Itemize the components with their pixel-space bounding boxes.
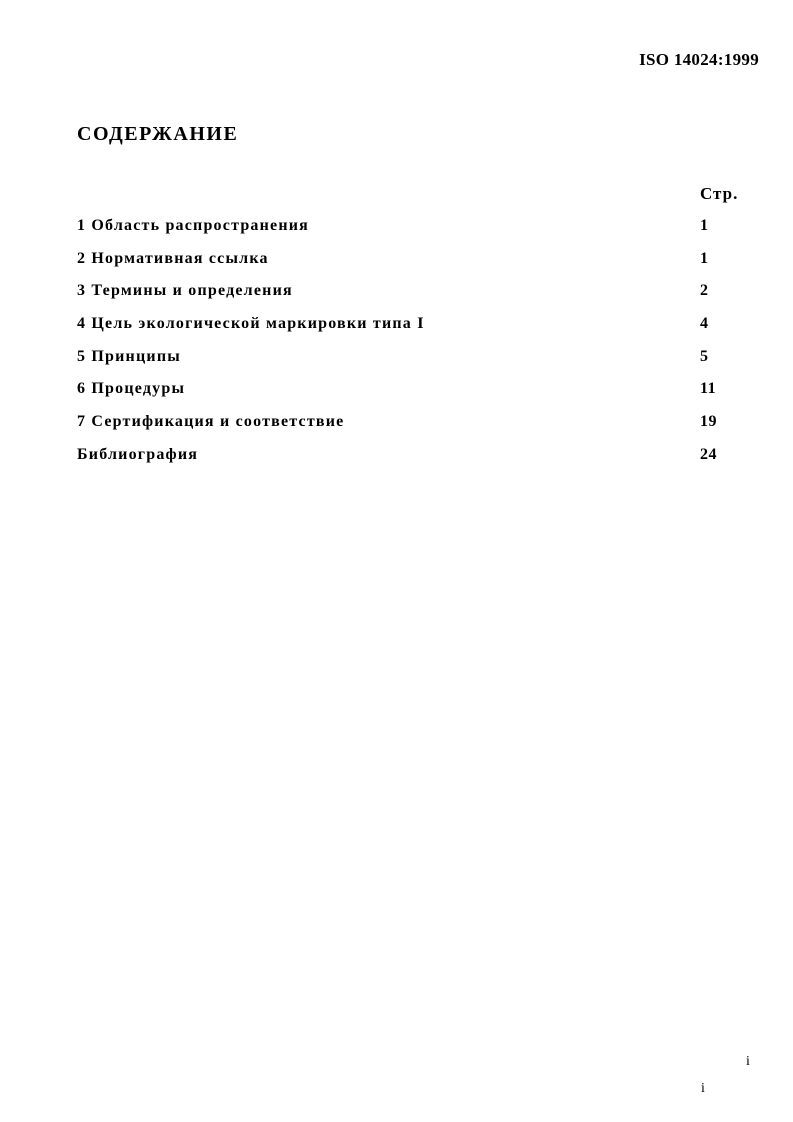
toc-entry-page: 5 [700, 347, 709, 365]
toc-entry-title: 7 Сертификация и соответствие [77, 413, 345, 431]
toc-entry-page: 1 [700, 249, 709, 267]
toc-entry-page: 11 [700, 380, 717, 398]
toc-entry[interactable] [77, 282, 757, 315]
table-of-contents [77, 184, 757, 479]
page-folio-upper: i [746, 1054, 750, 1069]
toc-title: СОДЕРЖАНИЕ [77, 123, 239, 145]
toc-header [77, 184, 757, 217]
toc-entry[interactable] [77, 250, 757, 283]
toc-entry[interactable] [77, 380, 757, 413]
toc-entry[interactable] [77, 446, 757, 479]
toc-entry-page: 2 [700, 282, 709, 300]
toc-entry-title: 5 Принципы [77, 347, 181, 365]
toc-entry-title: 3 Термины и определения [77, 282, 293, 300]
toc-entry-page: 1 [700, 217, 709, 234]
toc-entry[interactable] [77, 217, 757, 250]
toc-entry-title: Библиография [77, 445, 199, 463]
toc-list [77, 217, 757, 479]
toc-entry-page: 24 [700, 445, 717, 463]
page-folio-lower: i [701, 1081, 705, 1096]
toc-entry[interactable] [77, 348, 757, 381]
toc-entry[interactable] [77, 315, 757, 348]
toc-entry-title: 4 Цель экологической маркировки типа I [77, 315, 425, 333]
toc-entry[interactable] [77, 413, 757, 446]
toc-entry-title: 6 Процедуры [77, 380, 186, 398]
toc-entry-page: 4 [700, 315, 709, 333]
toc-entry-page: 19 [700, 413, 717, 431]
page-column-label: Стр. [700, 184, 739, 203]
toc-entry-title: 2 Нормативная ссылка [77, 249, 269, 267]
document-id: ISO 14024:1999 [639, 50, 759, 69]
toc-entry-title: 1 Область распространения [77, 217, 310, 234]
